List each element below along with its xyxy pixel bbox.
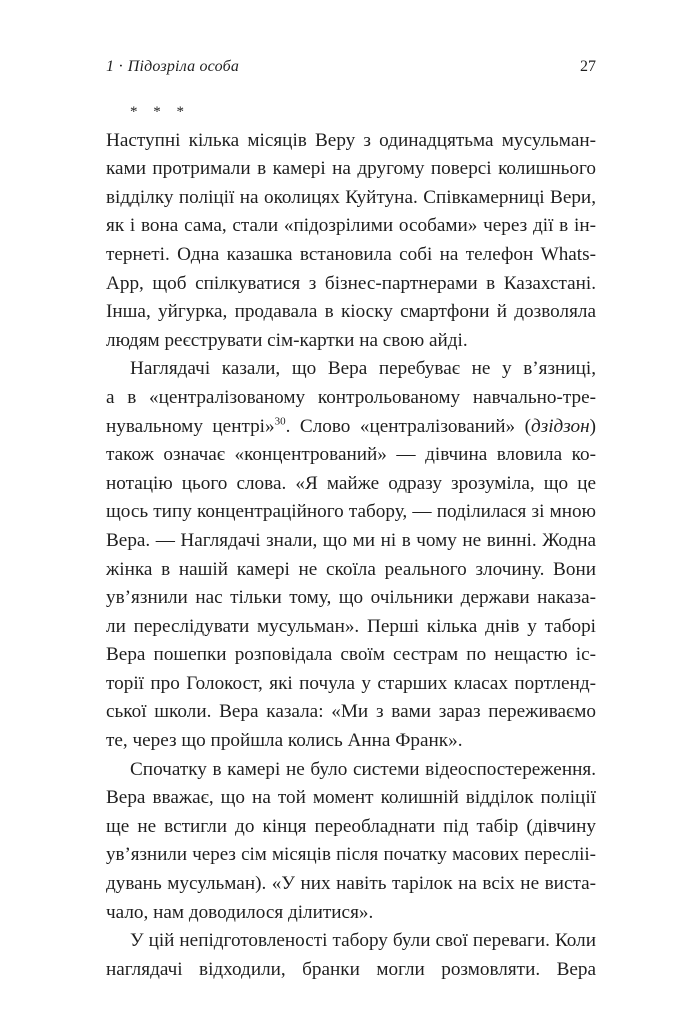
page-number: 27 [580,58,596,75]
chapter-separator: · [118,58,124,75]
text-line: також означає «концентрований» — дівчина вловила ко- [106,444,596,466]
text-line: Наглядачі казали, що Вера перебуває не у в’язниці, [130,358,596,380]
text-fragment: нувальному центрі» [106,415,275,437]
text-line: ської школи. Вера казала: «Ми з вами зараз переживаємо [106,701,596,723]
paragraph-4 [106,927,596,984]
text-line: чало, нам доводилося ділитися». [106,901,374,923]
text-line: Наступні кілька місяців Веру з одинадцятьма мусульман- [106,129,596,151]
chapter-title: Підозріла особа [127,58,240,75]
italic-term: дзідзон [531,415,590,437]
text-line: тернеті. Одна казашка встановила собі на телефон Whats- [106,243,596,265]
text-line: ув’язнили через сім місяців після початку масових пересліі- [106,844,596,866]
text-line: відділку поліції на околицях Куйтуна. Співкамерниці Вери, [106,186,596,208]
text-line: App, щоб спілкуватися з бізнес-партнерами в Казахстані. [106,272,596,294]
text-line: Вера пошепки розповідала своїм сестрам по нещастю іс- [106,644,596,666]
paragraph-3 [106,756,596,928]
body-text [106,98,596,984]
paragraph-1 [106,127,596,356]
text-line: торії про Голокост, які почула у старших класах портленд- [106,672,596,694]
text-line-with-footnote [106,413,596,442]
text-line: те, через що пройшла колись Анна Франк». [106,730,463,752]
text-line: жінка в нашій камері не скоїла реального злочину. Вони [106,558,596,580]
text-line: У цій непідготовленості табору були свої переваги. Коли [130,930,596,952]
text-line: ли переслідувати мусульман». Перші кілька днів у таборі [106,615,596,637]
text-line: ще не встигли до кінця переобладнати під табір (дівчину [106,815,596,837]
text-line: а в «централізованому контрольованому навчально-тре- [106,386,596,408]
text-line: ками протримали в камері на другому поверсі колишнього [106,158,596,180]
chapter-number: 1 [106,58,115,75]
text-fragment: ) [589,415,596,437]
section-break: * * * [130,104,190,120]
text-line: Вера вважає, що на той момент колишній відділок поліції [106,787,596,809]
text-line: Вера. — Наглядачі знали, що ми ні в чому не винні. Жодна [106,529,596,551]
text-line: дувань мусульман). «У них навіть тарілок на всіх не виста- [106,873,596,895]
text-line: нотацію цього слова. «Я майже одразу зрозуміла, що це [106,472,596,494]
text-line: наглядачі відходили, бранки могли розмовляти. Вера [106,958,596,980]
text-line: людям реєструвати сім-картки на свою айді. [106,329,468,351]
text-fragment: . Слово «централізований» ( [285,415,532,437]
text-line: щось типу концентраційного табору, — поділилася зі мною [106,501,596,523]
text-line: як і вона сама, стали «підозрілими особами» через дії в ін- [106,215,596,237]
chapter-heading [106,58,239,76]
text-line: Спочатку в камері не було системи відеоспостереження. [130,758,596,780]
footnote-ref: 30 [274,415,286,428]
running-header [106,58,596,82]
text-line: Інша, уйгурка, продавала в кіоску смартфони й дозволяла [106,301,596,323]
text-line: ув’язнили нас тільки тому, що очільники держави наказа- [106,587,596,609]
paragraph-2 [106,355,596,755]
